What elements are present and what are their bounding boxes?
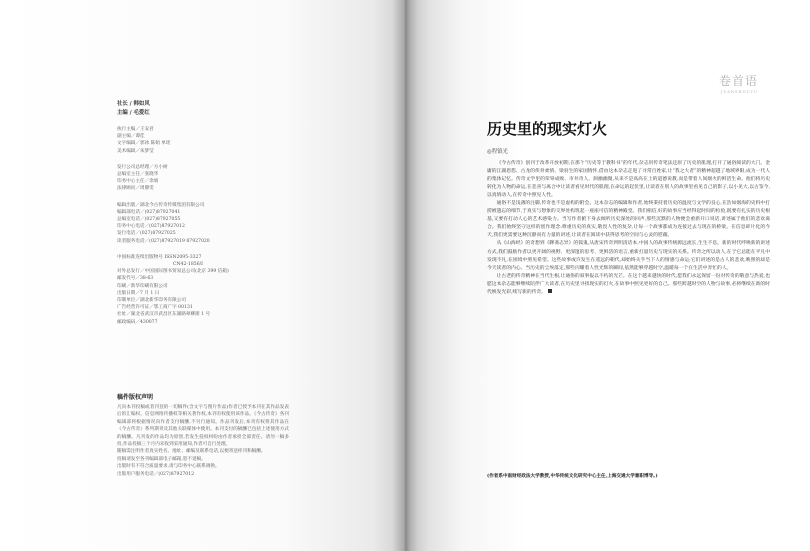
- distribution-line: 总编室主任／张晓华: [117, 172, 159, 178]
- column-label-cn: 卷首语: [718, 74, 758, 88]
- staff-line: 执行主编／王安君: [117, 127, 154, 132]
- publication-line: 邮发代号／38-63: [117, 276, 154, 282]
- notice-contact-line: 随稿需注明作者真实姓名、地址、邮编及联系电话,以便寄送样刊和稿酬。: [117, 449, 266, 455]
- contact-line: 读者服务电话／(027)87927019 87927020: [117, 238, 210, 244]
- end-mark-icon: [548, 289, 552, 293]
- article-paragraph: 《今古传奇》创刊于改革开放初期,在那个“历史等于教科书”的年代,杂志用传奇笔法还原了历史的肌理,打开了通俗阅读的大门。金庸的江湖恩怨、古龙的侠骨柔情、梁羽生的家国情怀,借由这本杂志走进了寻常百姓家,让“我之大者”的精神超越了地域界限,成为一代人的集体记忆。传奇文学里的荣辱成败、市井奇人、洞幽幽微,从来不是高高在上的道德说教,而是带着人间烟火的鲜活生命。他们将历史转化为人物的命运,在悲喜与离合中让读者看见时代的肌理,在命运的起伏里,让读者在别人的故事里看见自己的影子,以小见大,以古鉴今,以真情动人,在传奇中照见人性。: [487, 161, 770, 199]
- publication-line: 出版日期／7 月 1 日: [117, 290, 160, 296]
- masthead: [117, 100, 229, 117]
- article-body: [487, 160, 770, 297]
- column-label-en: JUANSHOUYU: [720, 90, 758, 94]
- staff-line: 副主编／谭佳: [117, 134, 145, 140]
- article-author: ◎程镇光: [487, 149, 508, 155]
- staff-line: 文字编辑／郭冰 陈娟 单瑶: [117, 141, 171, 147]
- staff-list: [117, 126, 229, 155]
- article-title: 历史里的现实灯火: [487, 120, 608, 138]
- publication-line: 印制单位／湖北新华印务有限公司: [117, 298, 186, 304]
- publication-line: 广告经营许可证／鄂工商广字 00131: [117, 305, 193, 311]
- notice-title: 稿件版权声明: [117, 394, 154, 401]
- publication-line: 对外总发行／中国国际图书贸易总公司(北京 399 信箱): [117, 269, 229, 275]
- column-label: [719, 72, 758, 94]
- contact-line: 编辑部电话／(027)87927041: [117, 209, 181, 215]
- notice-contact-line: 投稿请发至各刊编辑部电子邮箱,恕不退稿。: [117, 456, 206, 462]
- article-paragraph: [487, 273, 770, 297]
- publication-line: CN42-1856/I: [173, 262, 203, 268]
- contact-line: 编辑出版／湖北今古传奇传媒集团有限公司: [117, 202, 205, 208]
- publication-line: 中国标准连续出版物号 ISSN2095-3327: [117, 254, 202, 260]
- article-paragraph: 从《山海经》的奇想到《聊斋志异》的狐鬼,从唐宋传奇到明清话本,中国人的故事传统源远流长,生生不息。新的时代呼唤新的讲述方式,我们鼓励作者以更开阔的视野、更深邃的思考、更鲜活的语言,重新打量历史与现实的关系。传奇之所以动人,在于它总能在平凡中发现不凡,在困境中照见希望。这些故事或许发生在遥远的朝代,却始终关乎当下人的情感与命运;它们讲述的是古人的悲欢,映照的却是今天读者的内心。当历史的尘埃落定,那些闪耀着人性光辉的瞬间,依然能够穿越时空,温暖每一个在生活中奔忙的人。: [487, 241, 770, 271]
- contact-list: [117, 202, 229, 245]
- imprint-column: [117, 100, 229, 335]
- notice-contact-line: 出版时有不符合质量要求,请与印务中心联系调换。: [117, 464, 220, 470]
- article-paragraph: 通俗不是浅薄的注脚,传奇也不是虚构的附会。这本杂志的编辑和作者,始终秉持着历史的温度与文学的良心,在浩如烟海的史料中打捞被遗忘的细节,于真实与想象的交界处构筑起一座座可信的精神殿堂。我们相信,好的故事应当经得起时间的检验,既要有扎实的历史根基,又要有打动人心的艺术感染力。当写作者俯下身去倾听历史深处的回声,那些沉默的人物便会重新开口说话,讲述属于他们的悲欢离合。我们始终坚守这样的创作理念:尊重历史的真实,敬畏人性的复杂,让每一个故事都成为连接过去与现在的桥梁。在信息碎片化的今天,我们更需要这种沉静而有力量的讲述,让读者在阅读中获得思考的空间与心灵的慰藉。: [487, 201, 770, 239]
- masthead-row: 社长 / 韩如风: [117, 101, 150, 107]
- article-paragraph-text: 让古老的传奇精神在当代生根,让通俗的叙事报以不朽的光芒。在这个越来越快的时代,愿我们永远保留一份对传奇的敬意与热爱,也愿这本杂志能够继续陪伴广大读者,在历史里寻找现实的灯火,在故事中照见更好的自己。那些跨越时空的人物与故事,必将继续在新的时代焕发光彩,续写新的传奇。: [487, 273, 770, 295]
- author-note: (作者系中南财经政法大学教授,中华传统文化研究中心主任,上海交通大学兼职博导。): [487, 474, 658, 479]
- staff-line: 美术编辑／朱梦莹: [117, 148, 154, 154]
- publication-info: [117, 254, 229, 326]
- masthead-row: 主编 / 毛爱红: [117, 109, 150, 116]
- notice-contact-line: 出版用户服务电话／(027)87927012: [117, 471, 195, 477]
- distribution-line: 印务中心主任／余娟: [117, 179, 159, 185]
- distribution-line: 法律顾问／周滕雯: [117, 186, 154, 192]
- contact-line: 总编室电话／(027)87927055: [117, 217, 181, 223]
- notice-text: 凡向本刊投稿或者刊登的一切稿件(含文字与图片作品)作者已授予本刊在其作品发表后的汇编权、信息网络传播权等相关著作权,本刊有权使用该作品。《今古传奇》各刊编辑部将根据情况向作者支付稿酬,不另行通知。作品刊发后,本刊有权将其作品在《今古传奇》系列期刊及其他关联媒体中使用。本刊支付的稿酬已包括上述使用方式的稿酬。凡刊发的作品均为原创,若发生侵权纠纷由作者承担全部责任。请勿一稿多投,作品投稿三个月内未收到采用通知,作者可自行处理。: [117, 405, 289, 448]
- distribution-list: [117, 164, 229, 193]
- distribution-line: 发行公司总经理／方小树: [117, 164, 168, 170]
- book-gutter-shadow: [392, 0, 418, 551]
- copyright-notice: [117, 392, 289, 478]
- publication-line: 社址／湖北省武汉市武昌区东湖路翠柳街 1 号: [117, 312, 211, 318]
- contact-line: 印务中心电话／(027)87927012: [117, 224, 185, 230]
- publication-line: 邮政编码／430077: [117, 319, 158, 325]
- contact-line: 发行电话／(027)87927025: [117, 231, 176, 237]
- publication-line: 印刷／新华印刷有限公司: [117, 283, 168, 289]
